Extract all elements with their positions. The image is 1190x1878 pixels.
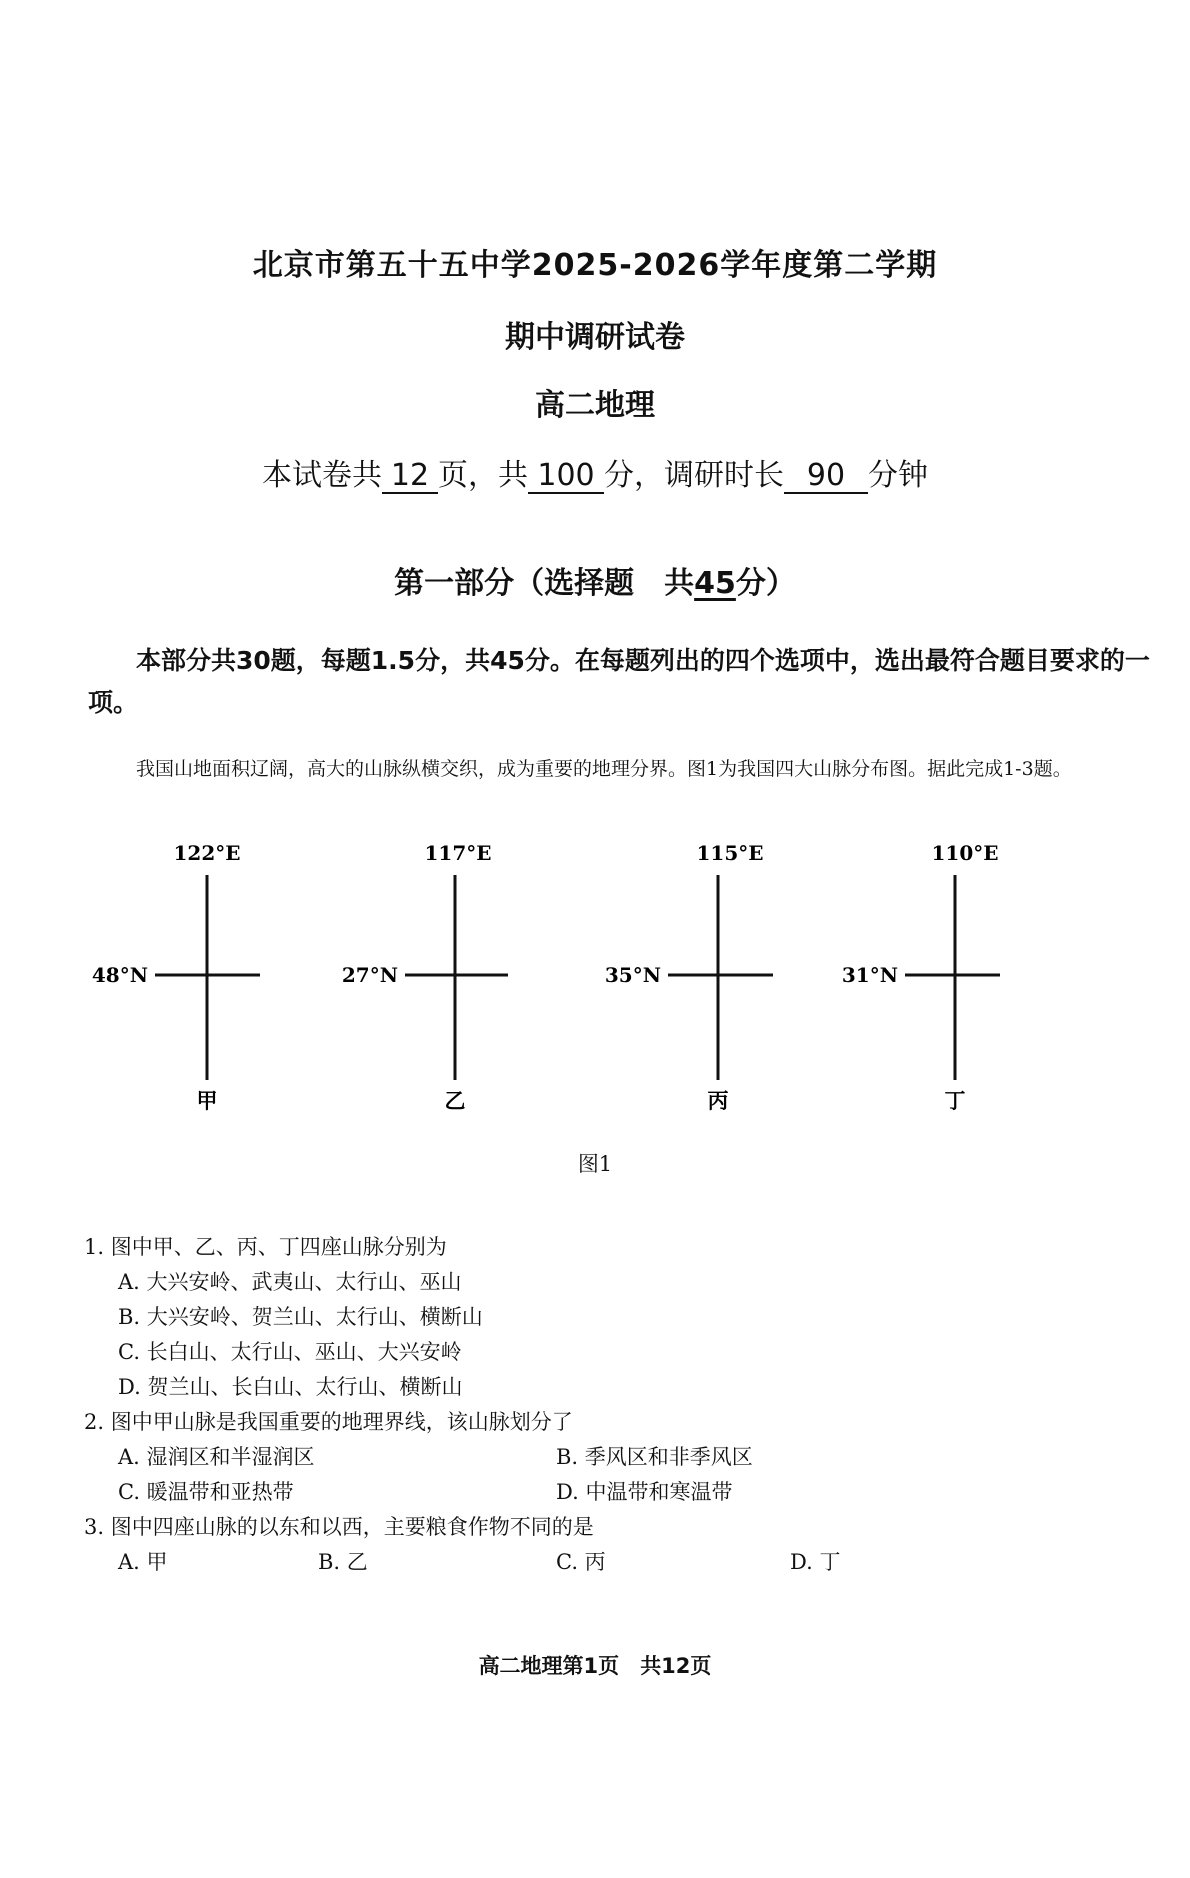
cross-ding (842, 841, 1000, 1113)
footer-total: 共12页 (640, 1654, 712, 1678)
q3-option-d: D. 丁 (790, 1550, 841, 1574)
mountain-label: 乙 (444, 1089, 466, 1113)
figure-caption: 图1 (577, 1152, 613, 1176)
q3-option-c: C. 丙 (556, 1550, 606, 1574)
q1-option-b: B. 大兴安岭、贺兰山、太行山、横断山 (118, 1305, 483, 1329)
q3-option-a: A. 甲 (118, 1550, 168, 1574)
subject-title: 高二地理 (535, 388, 655, 423)
question-2-stem: 2. 图中甲山脉是我国重要的地理界线，该山脉划分了 (84, 1410, 573, 1434)
q1-option-c: C. 长白山、太行山、巫山、大兴安岭 (118, 1340, 462, 1364)
minutes-blank: 90 (784, 459, 868, 494)
figure-1-mountain-crosses (0, 830, 1190, 1130)
footer-page: 高二地理第1页 (478, 1654, 620, 1678)
exam-info (0, 450, 1190, 494)
mountain-label: 甲 (196, 1089, 218, 1113)
part-title-score: 45 (694, 566, 736, 601)
q2-option-c: C. 暖温带和亚热带 (118, 1480, 294, 1504)
cross-yi (342, 841, 508, 1113)
lat-label: 27°N (341, 963, 398, 987)
part-title (0, 558, 1190, 602)
lon-label: 122°E (173, 841, 241, 865)
question-1-stem: 1. 图中甲、乙、丙、丁四座山脉分别为 (84, 1235, 447, 1259)
lon-label: 115°E (696, 841, 764, 865)
q3-option-b: B. 乙 (318, 1550, 368, 1574)
cross-jia (92, 841, 260, 1113)
question-intro: 我国山地面积辽阔，高大的山脉纵横交织，成为重要的地理分界。图1为我国四大山脉分布图。据此完成1-3题。 (136, 758, 1072, 780)
part-instructions: 本部分共30题，每题1.5分，共45分。在每题列出的四个选项中，选出最符合题目要求的一项。 (88, 646, 1150, 717)
part-title-post: 分） (735, 566, 796, 601)
mountain-label: 丁 (944, 1089, 966, 1113)
question-3-stem: 3. 图中四座山脉的以东和以西，主要粮食作物不同的是 (84, 1515, 594, 1539)
lon-label: 117°E (424, 841, 492, 865)
lat-label: 48°N (91, 963, 148, 987)
q2-option-a: A. 湿润区和半湿润区 (118, 1445, 315, 1469)
page-footer (0, 1650, 1190, 1680)
part-title-pre: 第一部分（选择题 共 (394, 566, 695, 601)
info-pre: 本试卷共 (262, 458, 382, 493)
cross-bing (605, 841, 773, 1113)
exam-title: 期中调研试卷 (505, 320, 685, 355)
score-blank: 100 (528, 459, 604, 494)
q2-option-b: B. 季风区和非季风区 (556, 1445, 753, 1469)
q1-option-a: A. 大兴安岭、武夷山、太行山、巫山 (118, 1270, 462, 1294)
lat-label: 35°N (604, 963, 661, 987)
info-post: 分钟 (868, 458, 928, 493)
pages-blank: 12 (382, 459, 438, 494)
lat-label: 31°N (841, 963, 898, 987)
lon-label: 110°E (931, 841, 999, 865)
q1-option-d: D. 贺兰山、长白山、太行山、横断山 (118, 1375, 463, 1399)
school-title: 北京市第五十五中学2025-2026学年度第二学期 (252, 248, 938, 283)
info-mid1: 页，共 (438, 458, 528, 493)
info-mid2: 分，调研时长 (604, 458, 784, 493)
mountain-label: 丙 (707, 1089, 729, 1113)
q2-option-d: D. 中温带和寒温带 (556, 1480, 733, 1504)
